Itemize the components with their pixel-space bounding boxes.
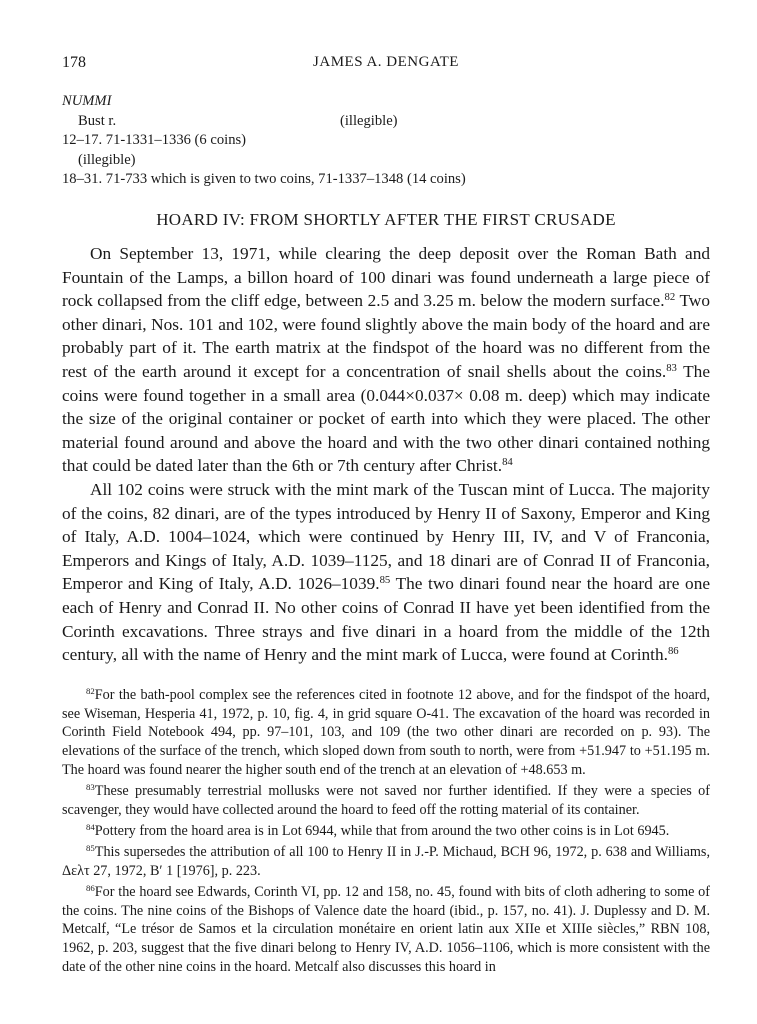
coin-list bbox=[62, 92, 710, 190]
paragraph-text: The two dinari found near the hoard are one each of Henry and Conrad II. No other coins of Conrad II have yet been identified from the Corinth excavations. Three strays and five dinari in a hoard from the middle of the 12th century, all with the name of Henry and the mint mark of Lucca, were found at Corinth. bbox=[62, 574, 711, 665]
paragraph bbox=[62, 478, 710, 667]
footnote-number: 83 bbox=[86, 782, 95, 793]
footnote-number: 84 bbox=[86, 822, 95, 833]
page-header bbox=[62, 54, 710, 76]
reverse-label: (illegible) bbox=[340, 112, 398, 129]
section-heading: HOARD IV: FROM SHORTLY AFTER THE FIRST CRUSADE bbox=[156, 210, 616, 229]
footnote bbox=[62, 686, 710, 780]
footnote-ref: 84 bbox=[502, 456, 513, 469]
page-number: 178 bbox=[62, 54, 86, 71]
coin-list-line bbox=[62, 112, 710, 132]
footnotes bbox=[62, 686, 710, 979]
coin-list-line: (illegible) bbox=[78, 151, 136, 168]
footnote-text: These presumably terrestrial mollusks were not saved nor further identified. If they were a species of scavenger, they would have collected around the hoard to feed off the rotting material of its container. bbox=[62, 783, 710, 818]
footnote bbox=[62, 822, 710, 841]
footnote-number: 86 bbox=[86, 883, 95, 894]
running-head: JAMES A. DENGATE bbox=[313, 54, 459, 70]
footnote-ref: 86 bbox=[667, 645, 679, 658]
paragraph-text: Two other dinari, Nos. 101 and 102, were found slightly above the main body of the hoard and are probably part of it. The earth matrix at the findspot of the hoard was no different from the rest of the earth around it except for a concentration of snail shells about the coins. bbox=[62, 291, 710, 381]
paragraph-text: The coins were found together in a small area (0.044×0.037× 0.08 m. deep) which may indicate the size of the original container or pocket of earth into which they were placed. The other material found around and above the hoard and with the two other dinari contained nothing that could be dated later than the 6th or 7th century after Christ. bbox=[62, 361, 710, 476]
section-label: NUMMI bbox=[62, 93, 112, 109]
coin-list-line: 12–17. 71-1331–1336 (6 coins) bbox=[62, 132, 247, 148]
footnote-number: 85 bbox=[86, 843, 95, 854]
paragraph bbox=[62, 242, 710, 478]
footnote-number: 82 bbox=[86, 686, 95, 697]
footnote bbox=[62, 883, 710, 977]
footnote-text: This supersedes the attribution of all 100 to Henry II in J.-P. Michaud, BCH 96, 1972, p. 638 and Williams, Δελτ 27, 1972, B′ 1 [1976], p. 223. bbox=[62, 844, 710, 879]
footnote-text: For the hoard see Edwards, Corinth VI, pp. 12 and 158, no. 45, found with bits of cloth adhering to some of the coins. The nine coins of the Bishops of Valence date the hoard (ibid., p. 157, no. 41). J. Duplessy and D. M. Metcalf, “Le trésor de Samos et la circulation monétaire en orient latin aux XIIe et XIIIe siècles,” RBN 108, 1962, p. 203, suggest that the five dinari belong to Henry IV, A.D. 1056–1106, which is more consistent with the date of the other nine coins in the hoard. Metcalf also discusses this hoard in bbox=[62, 884, 710, 975]
body-text bbox=[62, 242, 710, 667]
footnote-text: Pottery from the hoard area is in Lot 6944, while that from around the two other coins is in Lot 6945. bbox=[94, 822, 670, 839]
coin-list-line: 18–31. 71-733 which is given to two coins, 71-1337–1348 (14 coins) bbox=[62, 171, 466, 187]
paragraph-text: On September 13, 1971, while clearing the deep deposit over the Roman Bath and Fountain of the Lamps, a billon hoard of 100 dinari was found underneath a large piece of rock collapsed from the cliff edge, between 2.5 and 3.25 m. below the modern surface. bbox=[62, 244, 710, 311]
footnote bbox=[62, 843, 710, 880]
footnote-ref: 83 bbox=[666, 362, 677, 375]
footnote-ref: 82 bbox=[664, 291, 676, 304]
obverse-label: Bust r. bbox=[78, 112, 117, 129]
paragraph-text: All 102 coins were struck with the mint mark of the Tuscan mint of Lucca. The majority of the coins, 82 dinari, are of the types introduced by Henry II of Saxony, Emperor and King of Italy, A.D. 1004–1024, which were continued by Henry III, IV, and V of Franconia, Emperors and Kings of Italy, A.D. 1039–1125, and 18 dinari are of Conrad II of Franconia, Emperor and King of Italy, A.D. 1026–1039. bbox=[62, 479, 710, 594]
footnote bbox=[62, 782, 710, 819]
footnote-ref: 85 bbox=[379, 574, 391, 587]
footnote-text: For the bath-pool complex see the references cited in footnote 12 above, and for the findspot of the hoard, see Wiseman, Hesperia 41, 1972, p. 10, fig. 4, in grid square O-41. The excavation of the hoard was recorded in Corinth Field Notebook 494, pp. 97–101, 103, and 109 (the two other dinari are recorded on p. 93). The elevations of the surface of the trench, which sloped down from south to north, were from +51.947 to +51.195 m. The hoard was found nearer the higher south end of the trench at an elevation of +48.653 m. bbox=[62, 687, 710, 778]
